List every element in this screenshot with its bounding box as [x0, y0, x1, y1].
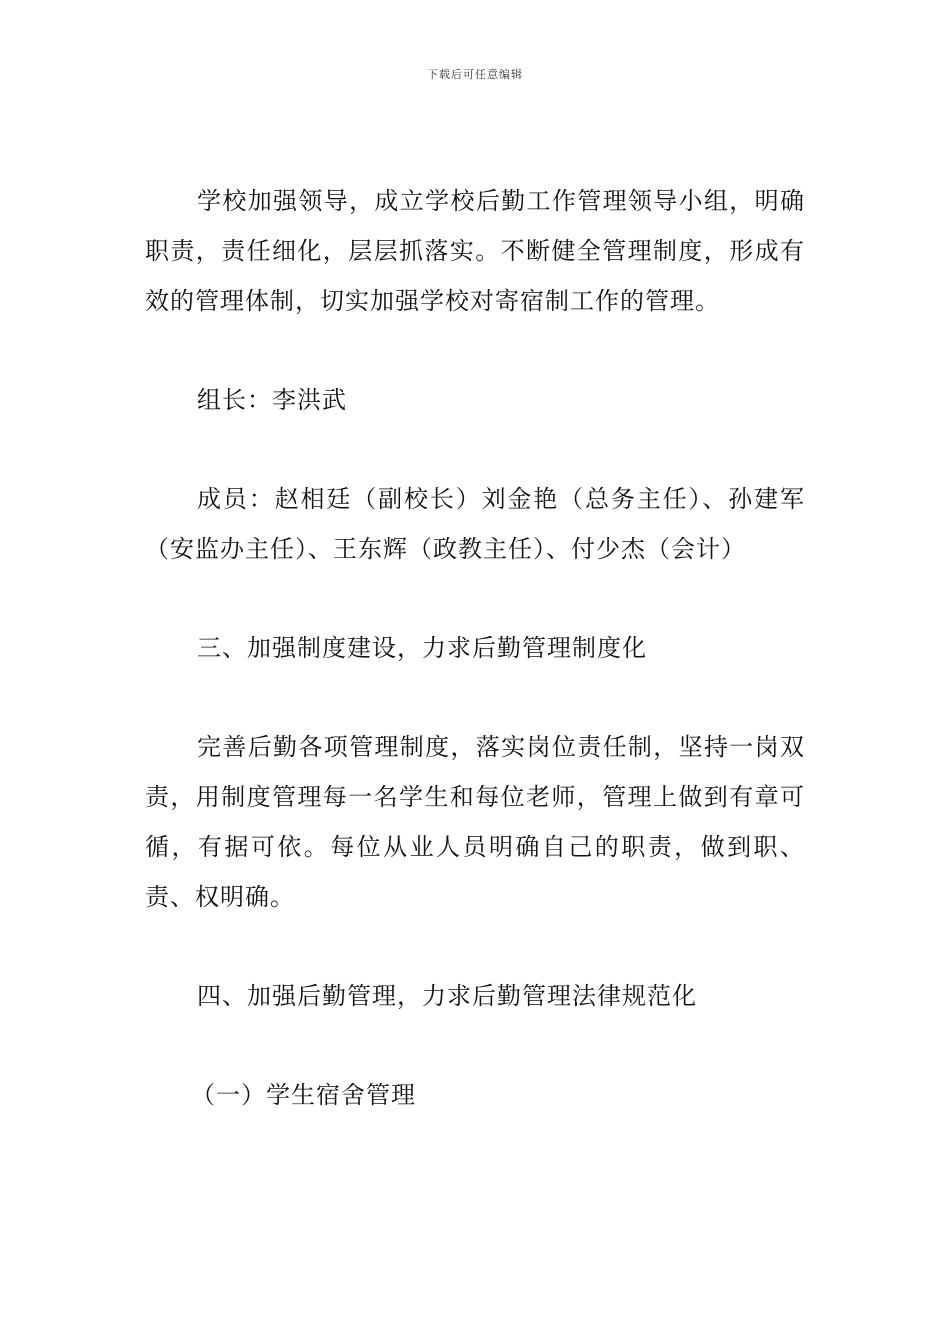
paragraph-leadership: 学校加强领导，成立学校后勤工作管理领导小组，明确职责，责任细化，层层抓落实。不断健全管理制度，形成有效的管理体制，切实加强学校对寄宿制工作的管理。: [145, 187, 805, 315]
paragraph-group-leader: 组长：李洪武: [197, 386, 347, 414]
section-heading-3: 三、加强制度建设，力求后勤管理制度化: [197, 634, 647, 662]
section-heading-4: 四、加强后勤管理，力求后勤管理法律规范化: [197, 982, 697, 1010]
paragraph-system: 完善后勤各项管理制度，落实岗位责任制，坚持一岗双责，用制度管理每一名学生和每位老师，管理上做到有章可循，有据可依。每位从业人员明确自己的职责，做到职、责、权明确。: [145, 733, 805, 911]
paragraph-members: 成员：赵相廷（副校长）刘金艳（总务主任）、孙建军（安监办主任）、王东辉（政教主任）、付少杰（会计）: [145, 485, 805, 563]
document-body: [145, 176, 805, 1120]
subsection-heading-1: （一）学生宿舍管理: [191, 1081, 416, 1109]
page-header: 下载后可任意编辑: [427, 68, 523, 81]
